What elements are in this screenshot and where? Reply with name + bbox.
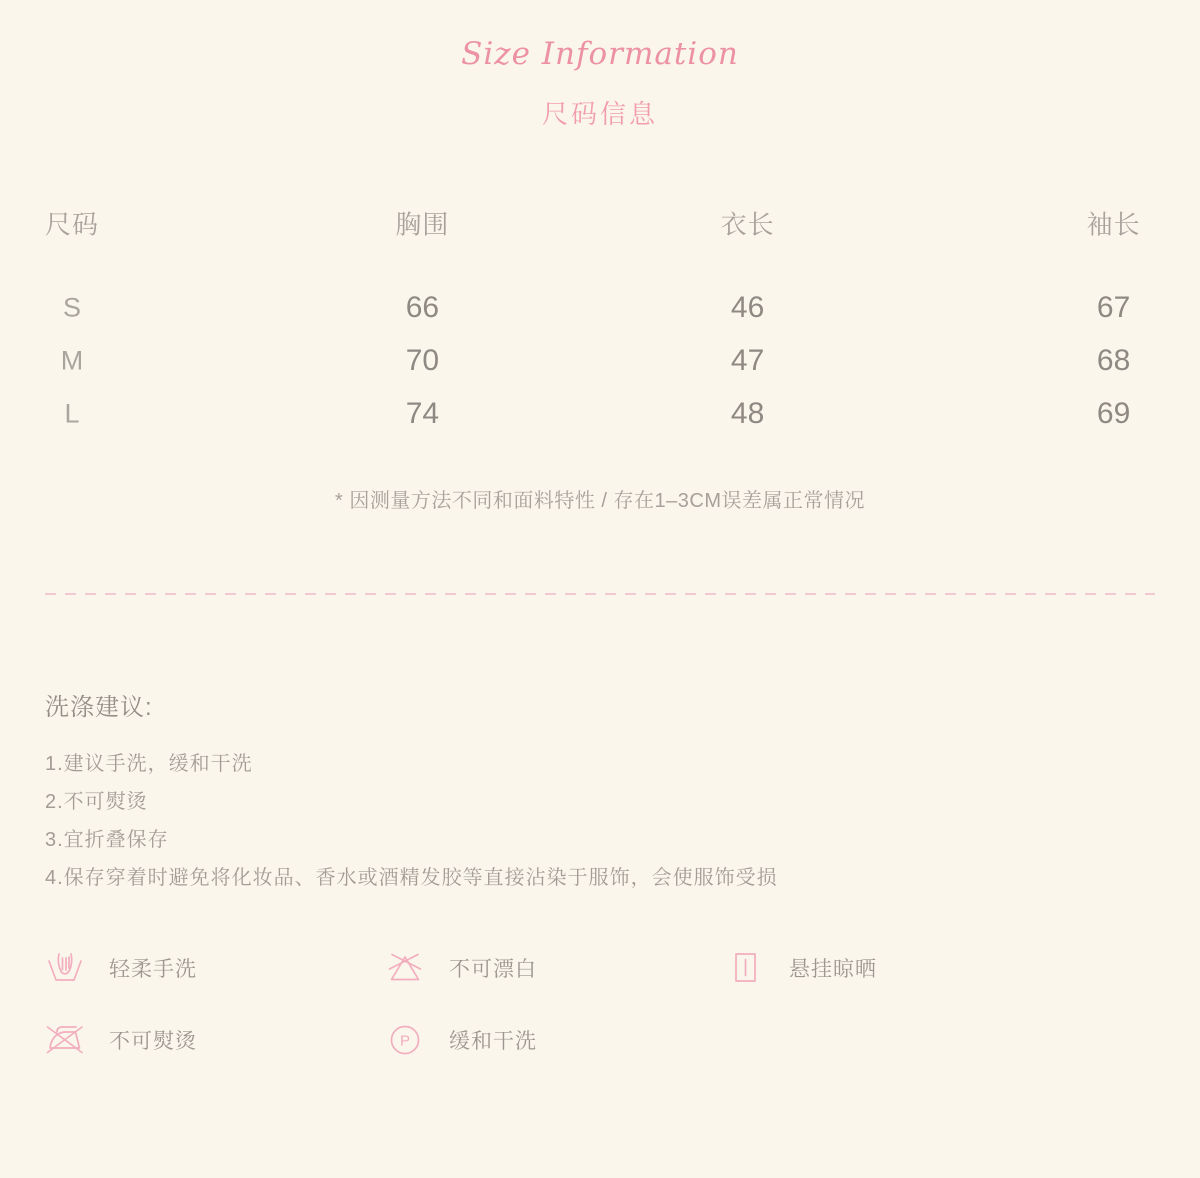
washing-section [0, 687, 1200, 1061]
page-title-english: Size Information [461, 36, 739, 72]
cell-length: 48 [730, 396, 765, 430]
column-header-size: 尺码 [44, 209, 100, 240]
care-label: 轻柔手洗 [109, 958, 197, 981]
washing-instruction: 2.不可熨烫 [45, 791, 148, 813]
cell-bust: 70 [405, 343, 440, 377]
care-item-hang-dry [725, 947, 1155, 989]
care-item-no-iron [45, 1019, 385, 1061]
care-label: 悬挂晾晒 [789, 958, 877, 981]
cell-size: M [60, 345, 84, 375]
care-item-dry-clean [385, 1019, 725, 1061]
column-header-sleeve: 袖长 [1086, 209, 1141, 240]
care-item-no-bleach [385, 947, 725, 989]
hang-dry-icon [725, 948, 765, 988]
cell-sleeve: 67 [1096, 290, 1131, 324]
washing-instruction: 4.保存穿着时避免将化妆品、香水或酒精发胶等直接沾染于服饰，会使服饰受损 [45, 867, 778, 889]
dry-clean-letter: P [399, 1032, 411, 1050]
cell-sleeve: 69 [1096, 396, 1131, 430]
cell-size: S [62, 292, 82, 322]
table-row-m [0, 334, 1200, 387]
size-table [0, 203, 1200, 513]
washing-instruction: 3.宜折叠保存 [45, 829, 169, 851]
no-bleach-icon [385, 948, 425, 988]
care-label: 不可熨烫 [109, 1030, 197, 1053]
cell-length: 47 [730, 343, 765, 377]
no-iron-icon [45, 1020, 85, 1060]
care-item-hand-wash [45, 947, 385, 989]
size-table-header-row [0, 203, 1200, 243]
cell-bust: 66 [405, 290, 440, 324]
dashed-divider [45, 593, 1155, 595]
measurement-tolerance-note: * 因测量方法不同和面料特性 / 存在1–3CM误差属正常情况 [335, 490, 865, 512]
table-row-s [0, 281, 1200, 334]
care-label: 不可漂白 [449, 958, 537, 981]
cell-size: L [64, 398, 80, 428]
cell-sleeve: 68 [1096, 343, 1131, 377]
washing-instruction: 1.建议手洗，缓和干洗 [45, 753, 253, 775]
care-symbol-grid [45, 947, 1155, 1061]
dry-clean-p-icon [385, 1020, 425, 1060]
cell-length: 46 [730, 290, 765, 324]
cell-bust: 74 [405, 396, 440, 430]
care-label: 缓和干洗 [449, 1030, 537, 1053]
page-title-chinese: 尺码信息 [541, 99, 658, 129]
table-row-l [0, 387, 1200, 440]
column-header-bust: 胸围 [395, 209, 450, 240]
column-header-length: 衣长 [720, 209, 775, 240]
washing-instruction-list [45, 754, 1155, 889]
washing-advice-title: 洗涤建议: [45, 694, 153, 721]
hand-wash-icon [45, 948, 85, 988]
